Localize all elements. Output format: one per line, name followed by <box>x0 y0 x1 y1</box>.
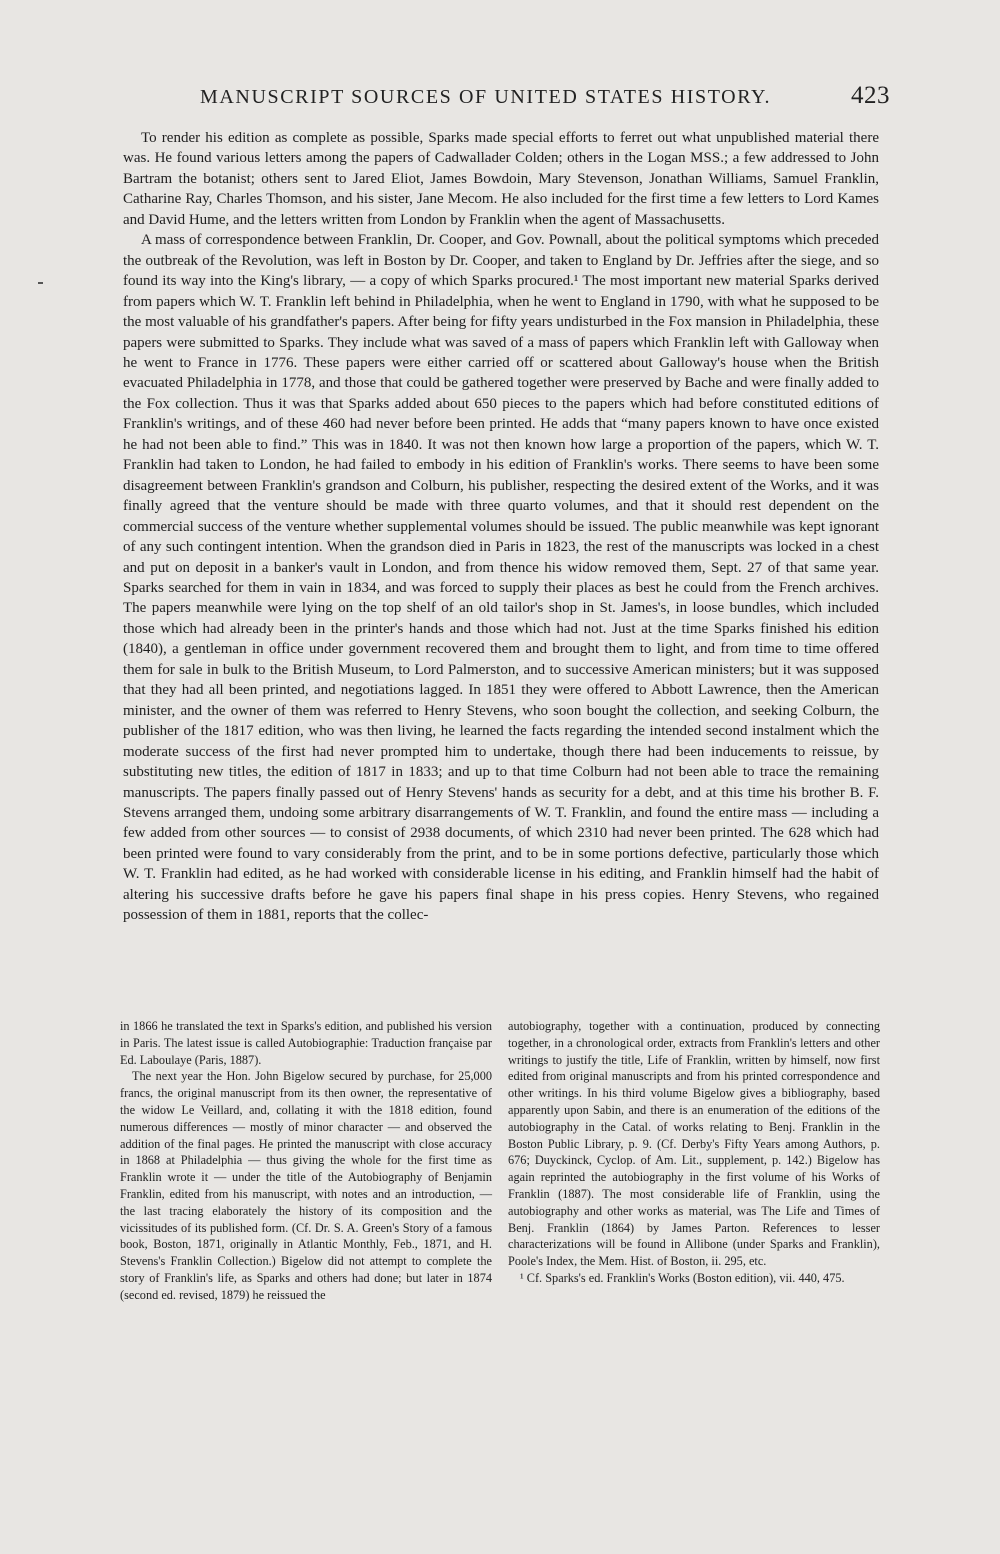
footnote-paragraph: autobiography, together with a continuation, produced by connecting together, in a chronological order, extracts from Franklin's letters and other writings to justify the title, Life of Franklin, written by himself, now first edited from original manuscripts and from his printed correspondence and other writings. In his third volume Bigelow gives a bibliography, based apparently upon Sabin, and there is an enumeration of the editions of the autobiography in the Catal. of works relating to Benj. Franklin in the Boston Public Library, p. 9. (Cf. Derby's Fifty Years among Authors, p. 676; Duyckinck, Cyclop. of Am. Lit., supplement, p. 142.) Bigelow has again reprinted the autobiography in the first volume of his Works of Franklin (1887). The most considerable life of Franklin, using the autobiography and other works as material, was The Life and Times of Benj. Franklin (1864) by James Parton. References to lesser characterizations will be found in Allibone (under Sparks and Franklin), Poole's Index, the Mem. Hist. of Boston, ii. 295, etc. <box>508 1019 880 1269</box>
margin-mark <box>38 282 43 284</box>
footnote-1: ¹ Cf. Sparks's ed. Franklin's Works (Boston edition), vii. 440, 475. <box>520 1270 845 1285</box>
footnote-column-left <box>120 1018 492 1304</box>
footnote-paragraph: in 1866 he translated the text in Sparks's edition, and published his version in Paris. The latest issue is called Autobiographie: Traduction française par Ed. Laboulaye (Paris, 1887). <box>120 1019 492 1067</box>
footnote-column-right <box>508 1018 880 1304</box>
page-header <box>200 82 890 116</box>
body-paragraph: A mass of correspondence between Franklin, Dr. Cooper, and Gov. Pownall, about the political symptoms which preceded the outbreak of the Revolution, was left in Boston by Dr. Cooper, and taken to England by Dr. Jeffries after the siege, and so found its way into the King's library, — a copy of which Sparks procured.¹ The most important new material Sparks derived from papers which W. T. Franklin left behind in Philadelphia, when he went to England in 1790, with what he supposed to be the most valuable of his grandfather's papers. After being for fifty years undisturbed in the Fox mansion in Philadelphia, these papers were submitted to Sparks. They include what was saved of a mass of papers which Franklin left with Galloway when he went to France in 1776. These papers were either carried off or scattered about Galloway's house when the British evacuated Philadelphia in 1778, and those that could be gathered together were preserved by Bache and were finally added to the Fox collection. Thus it was that Sparks added about 650 pieces to the papers which had before constituted editions of Franklin's writings, and of these 460 had never before been printed. He adds that “many papers known to have once existed he had not been able to find.” This was in 1840. It was not then known how large a proportion of the papers, which W. T. Franklin had taken to London, he had failed to embody in his edition of Franklin's works. There seems to have been some disagreement between Franklin's grandson and Colburn, his publisher, respecting the desired extent of the Works, and it was finally agreed that the venture should be made with three quarto volumes, and that it should rest dependent on the commercial success of the venture whether supplemental volumes should be issued. The public meanwhile was kept ignorant of any such contingent intention. When the grandson died in Paris in 1823, the rest of the manuscripts was locked in a chest and put on deposit in a banker's vault in London, and from thence his widow removed them, Sept. 27 of that same year. Sparks searched for them in vain in 1834, and was forced to supply their places as best he could from the French archives. The papers meanwhile were lying on the top shelf of an old tailor's shop in St. James's, in loose bundles, which included those which had already been in the printer's hands and those which had not. Just at the time Sparks finished his edition (1840), a gentleman in office under government recovered them and brought them to light, and from time to time offered them for sale in bulk to the British Museum, to Lord Palmerston, and to successive American ministers; but it was supposed that they had all been printed, and negotiations lagged. In 1851 they were offered to Abbott Lawrence, then the American minister, and the owner of them was referred to Henry Stevens, who soon bought the collection, and seeking Colburn, the publisher of the 1817 edition, who was then living, he learned the facts regarding the intended second instalment which the moderate success of the first had never prompted him to undertake, though there had been inducements to reissue, by substituting new titles, the edition of 1817 in 1833; and up to that time Colburn had not been able to trace the remaining manuscripts. The papers finally passed out of Henry Stevens' hands as security for a debt, and at this time his brother B. F. Stevens arranged them, undoing some arbitrary disarrangements of W. T. Franklin, and found the entire mass — including a few added from other sources — to consist of 2938 documents, of which 2310 had never been printed. The 628 which had been printed were found to vary considerably from the print, and to be in some portions defective, particularly those which W. T. Franklin had edited, as he had worked with considerable license in his editing, and Franklin himself had the habit of altering his successive drafts before he gave his papers final shape in his press copies. Henry Stevens, who regained possession of them in 1881, reports that the collec- <box>123 232 879 924</box>
main-text <box>123 128 879 926</box>
body-paragraph: To render his edition as complete as possible, Sparks made special efforts to ferret out what unpublished material there was. He found various letters among the papers of Cadwallader Colden; others in the Logan MSS.; a few addressed to John Bartram the botanist; others sent to Jared Eliot, James Bowdoin, Mary Stevenson, Jonathan Williams, Samuel Franklin, Catharine Ray, Charles Thomson, and his sister, Jane Mecom. He also included for the first time a few letters to Lord Kames and David Hume, and the letters written from London by Franklin when the agent of Massachusetts. <box>123 130 879 228</box>
footnote-paragraph: The next year the Hon. John Bigelow secured by purchase, for 25,000 francs, the original manuscript from its then owner, the representative of the widow Le Veillard, and, collating it with the 1818 edition, found numerous differences — mostly of minor character — and observed the addition of the final pages. He printed the manuscript with close accuracy in 1868 at Philadelphia — thus giving the whole for the first time as Franklin wrote it — under the title of the Autobiography of Benjamin Franklin, edited from his manuscript, with notes and an introduction, — the last tracing elaborately the history of its composition and the vicissitudes of its published form. (Cf. Dr. S. A. Green's Story of a famous book, Boston, 1871, originally in Atlantic Monthly, Feb., 1871, and H. Stevens's Franklin Collection.) Bigelow did not attempt to complete the story of Franklin's life, as Sparks and others had done; but later in 1874 (second ed. revised, 1879) he reissued the <box>120 1069 492 1302</box>
page-number: 423 <box>851 82 890 109</box>
running-head: MANUSCRIPT SOURCES OF UNITED STATES HISTORY. <box>200 86 772 108</box>
footnotes <box>120 1018 880 1304</box>
